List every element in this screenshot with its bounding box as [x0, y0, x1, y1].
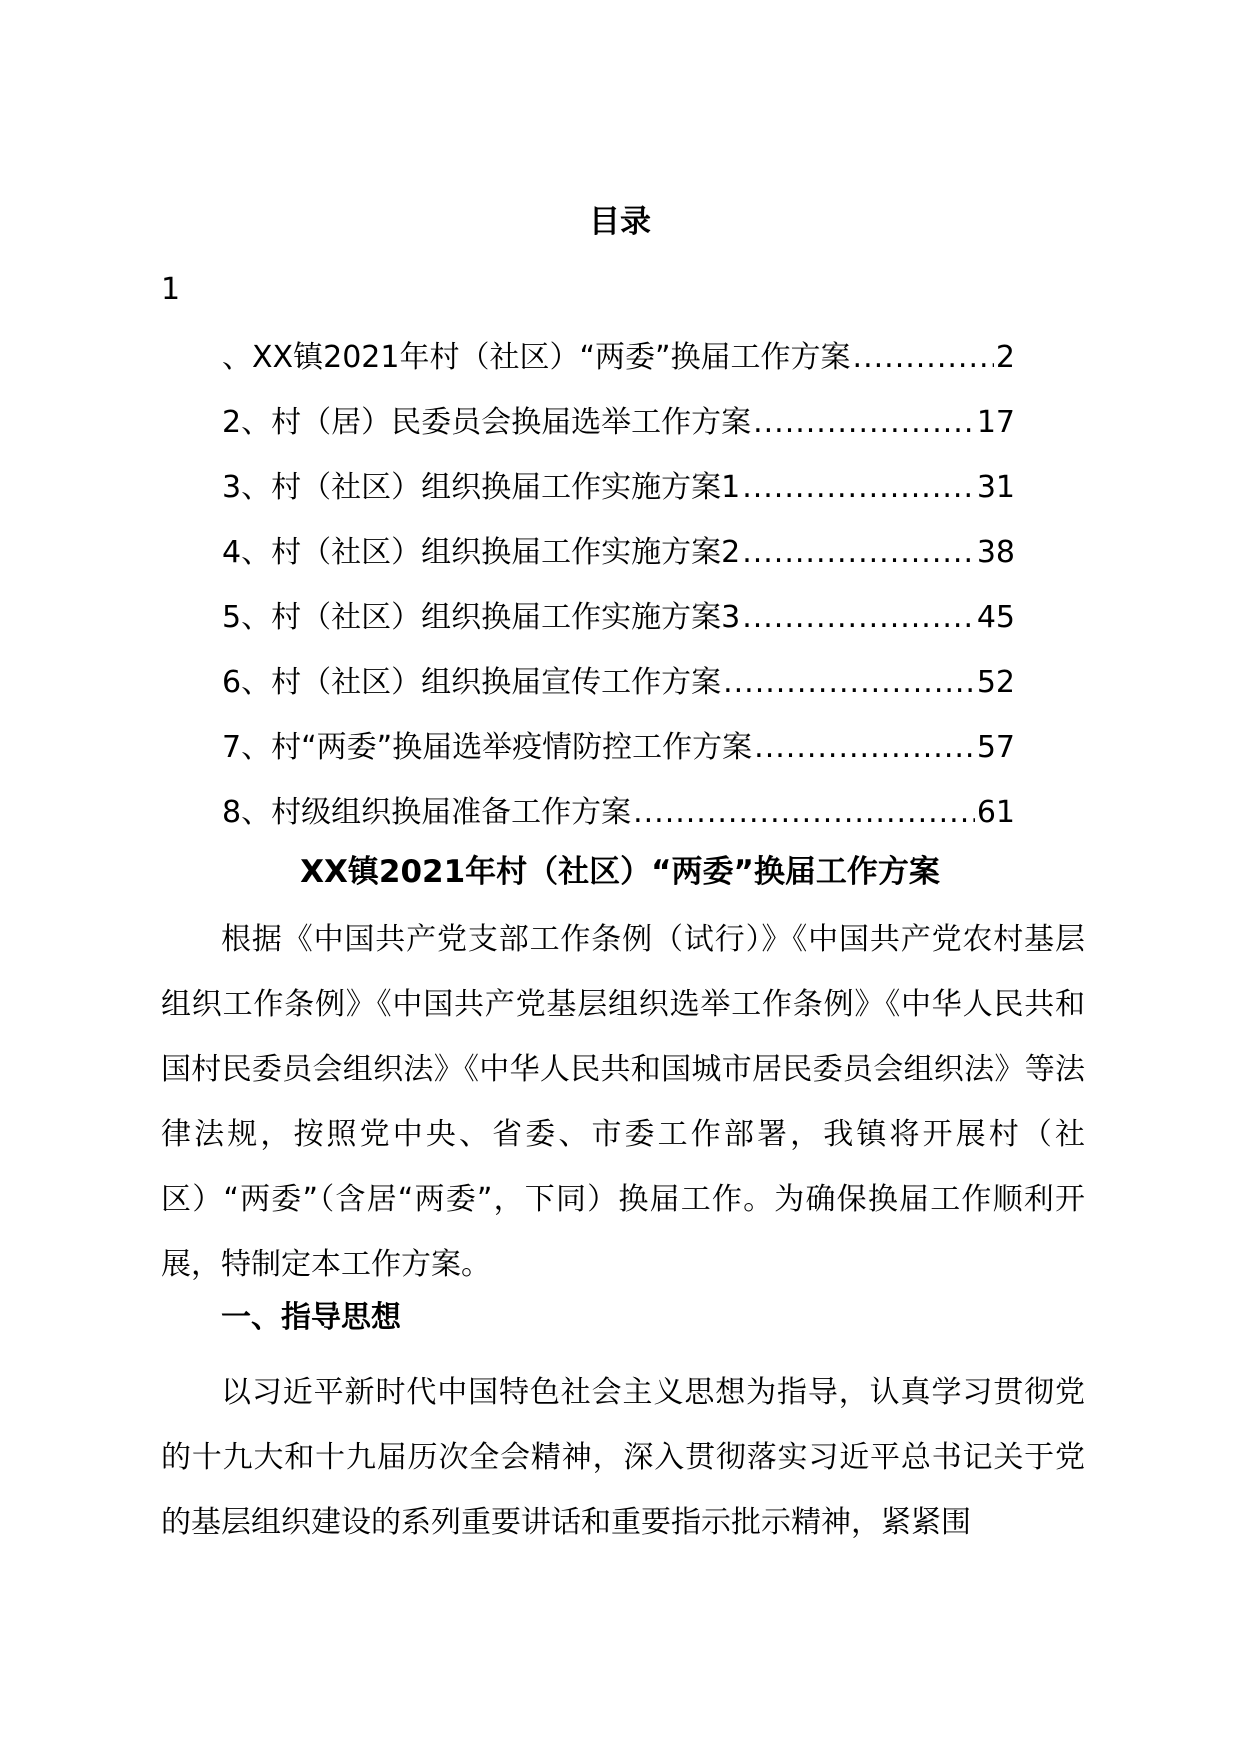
toc-entry-page: 45 — [976, 600, 1015, 635]
toc-leader-dots — [723, 661, 975, 705]
toc-entry-page: 52 — [976, 665, 1015, 700]
document-title: XX镇2021年村（社区）“两委”换届工作方案 — [300, 854, 940, 890]
toc-entry-page: 57 — [976, 730, 1015, 765]
intro-paragraph: 根据《中国共产党支部工作条例（试行）》《中国共产党农村基层组织工作条例》《中国共产党基层组织选举工作条例》《中华人民共和国村民委员会组织法》《中华人民共和国城市居民委员会组织法》等法律法规，按照党中央、省委、市委工作部署，我镇将开展村（社区）“两委”（含居“两委”，下同）换届工作。为确保换届工作顺利开展，特制定本工作方案。 — [161, 922, 1085, 1282]
toc-entry-text: 6、村（社区）组织换届宣传工作方案 — [222, 665, 722, 700]
toc-entry[interactable] — [222, 466, 1015, 510]
toc-entry-page: 2 — [995, 340, 1015, 375]
toc-leader-dots — [754, 726, 975, 770]
toc-entry[interactable] — [222, 531, 1015, 575]
toc-entry-page: 38 — [976, 535, 1015, 570]
toc-entry-text: 5、村（社区）组织换届工作实施方案3 — [222, 600, 741, 635]
section-heading: 一、指导思想 — [221, 1300, 401, 1335]
section-paragraph: 以习近平新时代中国特色社会主义思想为指导，认真学习贯彻党的十九大和十九届历次全会精神，深入贯彻落实习近平总书记关于党的基层组织建设的系列重要讲话和重要指示批示精神，紧紧围 — [161, 1375, 1085, 1540]
toc-entry-text: 2、村（居）民委员会换届选举工作方案 — [222, 405, 752, 440]
toc-entry-text: 8、村级组织换届准备工作方案 — [222, 795, 632, 830]
toc-entry[interactable] — [222, 726, 1015, 770]
toc-entry-text: 4、村（社区）组织换届工作实施方案2 — [222, 535, 741, 570]
toc-leader-dots — [742, 596, 975, 640]
toc-leader-dots — [853, 336, 994, 380]
toc-leader-dots — [742, 531, 975, 575]
toc-leader-dots — [753, 401, 975, 445]
toc-entry[interactable] — [222, 336, 1015, 380]
toc-entry-text: 3、村（社区）组织换届工作实施方案1 — [222, 470, 741, 505]
toc-leader-dots — [633, 791, 975, 835]
toc-entry-text: 、XX镇2021年村（社区）“两委”换届工作方案 — [222, 340, 851, 375]
toc-entry[interactable] — [222, 596, 1015, 640]
toc-entry-text: 7、村“两委”换届选举疫情防控工作方案 — [222, 730, 753, 765]
toc-entry[interactable] — [222, 661, 1015, 705]
toc-entry[interactable] — [222, 791, 1015, 835]
toc-entry[interactable] — [222, 401, 1015, 445]
toc-entry-page: 17 — [976, 405, 1015, 440]
toc-leader-dots — [742, 466, 975, 510]
toc-number-prefix: 1 — [161, 272, 181, 307]
toc-title: 目录 — [589, 204, 651, 240]
toc-entry-page: 31 — [976, 470, 1015, 505]
toc-entry-page: 61 — [976, 795, 1015, 830]
